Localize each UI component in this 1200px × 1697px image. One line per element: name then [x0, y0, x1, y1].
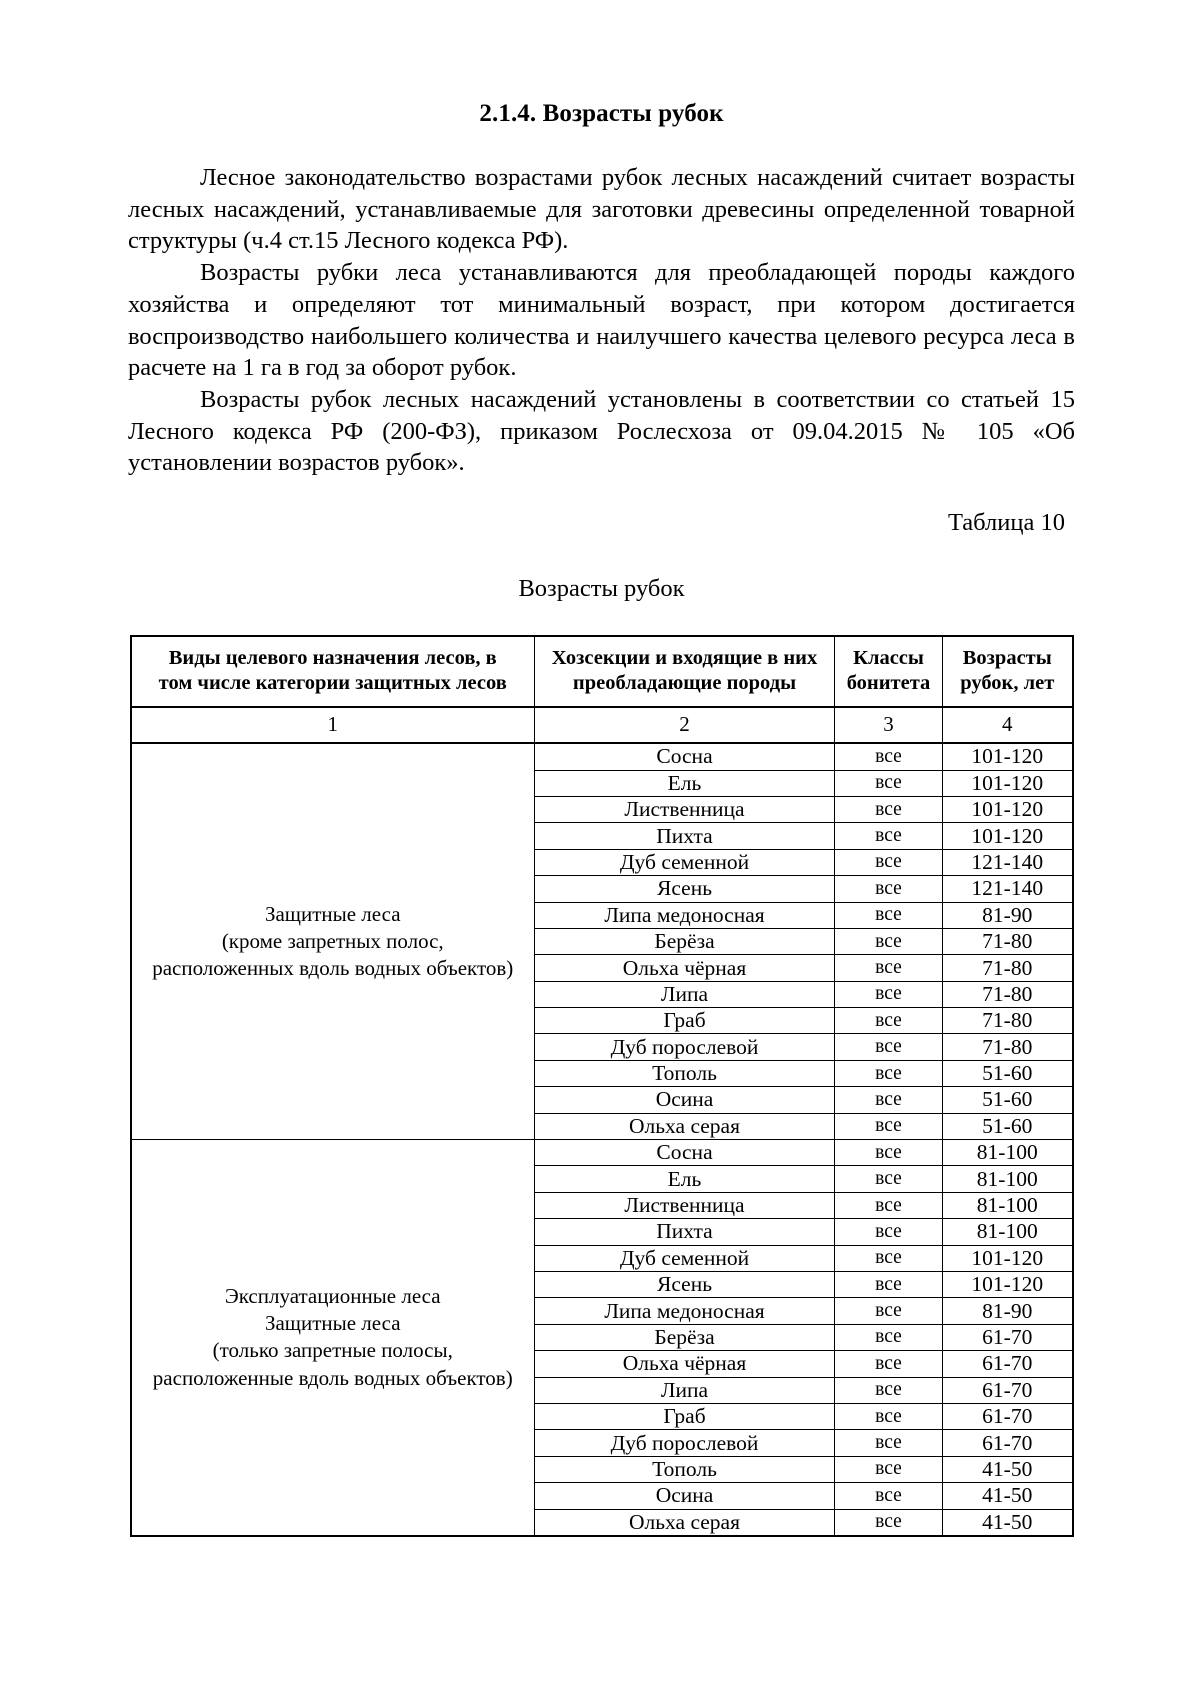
header-cell-species [535, 636, 835, 707]
table-row [131, 743, 1073, 770]
felling-age-cell: 101-120 [943, 796, 1073, 822]
species-cell: Дуб порослевой [535, 1034, 835, 1060]
bonitet-class-cell: все [835, 743, 943, 770]
bonitet-class-cell: все [835, 1377, 943, 1403]
column-number-3: 3 [835, 707, 943, 743]
bonitet-class-cell: все [835, 955, 943, 981]
species-cell: Осина [535, 1087, 835, 1113]
species-cell: Ольха серая [535, 1113, 835, 1139]
column-number-1: 1 [131, 707, 535, 743]
species-cell: Пихта [535, 1219, 835, 1245]
column-number-4: 4 [943, 707, 1073, 743]
species-cell: Ольха серая [535, 1509, 835, 1536]
felling-age-cell: 71-80 [943, 928, 1073, 954]
felling-age-cell: 61-70 [943, 1403, 1073, 1429]
felling-age-cell: 61-70 [943, 1377, 1073, 1403]
forest-category-line: Защитные леса [264, 901, 401, 926]
bonitet-class-cell: все [835, 1192, 943, 1218]
column-number-row [131, 707, 1073, 743]
species-cell: Сосна [535, 743, 835, 770]
felling-age-cell: 71-80 [943, 1034, 1073, 1060]
species-cell: Пихта [535, 823, 835, 849]
species-cell: Липа [535, 1377, 835, 1403]
table-caption: Возрасты рубок [518, 575, 685, 603]
bonitet-class-cell: все [835, 1140, 943, 1166]
column-number-2: 2 [535, 707, 835, 743]
bonitet-class-cell: все [835, 1403, 943, 1429]
felling-age-cell: 121-140 [943, 849, 1073, 875]
bonitet-class-cell: все [835, 770, 943, 796]
species-cell: Берёза [535, 928, 835, 954]
forest-category-line: (кроме запретных полос, [221, 928, 444, 953]
species-cell: Граб [535, 1403, 835, 1429]
header-purpose-line1: Виды целевого назначения лесов, в [168, 647, 497, 670]
species-cell: Дуб семенной [535, 849, 835, 875]
header-species-line1: Хозсекции и входящие в них [551, 647, 818, 670]
paragraph-2: Возрасты рубки леса устанавливаются для преобладающей породы каждого хозяйства и определяют тот минимальный возраст, при котором достигается воспроизводство наибольшего количества и наилучшего качества целевого ресурса леса в расчете на 1 га в год за оборот рубок. [128, 259, 1075, 382]
species-cell: Ольха чёрная [535, 1351, 835, 1377]
header-cell-purpose [131, 636, 535, 707]
forest-category-line: расположенных вдоль водных объектов) [152, 956, 514, 981]
forest-category-line: расположенные вдоль водных объектов) [152, 1365, 513, 1390]
species-cell: Тополь [535, 1060, 835, 1086]
bonitet-class-cell: все [835, 1087, 943, 1113]
ages-of-felling-table [130, 635, 1074, 1537]
felling-age-cell: 51-60 [943, 1060, 1073, 1086]
header-cell-bonitet [835, 636, 943, 707]
bonitet-class-cell: все [835, 1008, 943, 1034]
bonitet-class-cell: все [835, 1430, 943, 1456]
bonitet-class-cell: все [835, 849, 943, 875]
species-cell: Лиственница [535, 796, 835, 822]
forest-category-line: Эксплуатационные леса [224, 1283, 441, 1308]
felling-age-cell: 101-120 [943, 770, 1073, 796]
felling-age-cell: 51-60 [943, 1113, 1073, 1139]
felling-age-cell: 71-80 [943, 955, 1073, 981]
felling-age-cell: 81-100 [943, 1140, 1073, 1166]
bonitet-class-cell: все [835, 1324, 943, 1350]
forest-category-line: Защитные леса [264, 1311, 401, 1336]
felling-age-cell: 81-100 [943, 1166, 1073, 1192]
felling-age-cell: 81-100 [943, 1192, 1073, 1218]
felling-age-cell: 101-120 [943, 1245, 1073, 1271]
bonitet-class-cell: все [835, 1483, 943, 1509]
header-cell-age [943, 636, 1073, 707]
felling-age-cell: 81-90 [943, 902, 1073, 928]
bonitet-class-cell: все [835, 1245, 943, 1271]
species-cell: Ель [535, 1166, 835, 1192]
felling-age-cell: 41-50 [943, 1483, 1073, 1509]
bonitet-class-cell: все [835, 1351, 943, 1377]
bonitet-class-cell: все [835, 823, 943, 849]
species-cell: Липа медоносная [535, 902, 835, 928]
bonitet-class-cell: все [835, 1219, 943, 1245]
forest-category-line: (только запретные полосы, [212, 1338, 453, 1363]
bonitet-class-cell: все [835, 796, 943, 822]
forest-category-cell [131, 743, 535, 1139]
paragraph-1: Лесное законодательство возрастами рубок лесных насаждений считает возрасты лесных насаждений, устанавливаемые для заготовки древесины определенной товарной структуры (ч.4 ст.15 Лесного кодекса РФ). [128, 164, 1075, 255]
table-body [131, 707, 1073, 1536]
table-header [131, 636, 1073, 707]
bonitet-class-cell: все [835, 902, 943, 928]
species-cell: Сосна [535, 1140, 835, 1166]
felling-age-cell: 101-120 [943, 823, 1073, 849]
bonitet-class-cell: все [835, 1509, 943, 1536]
page-title: 2.1.4. Возрасты рубок [479, 100, 724, 127]
bonitet-class-cell: все [835, 1298, 943, 1324]
table-number-label: Таблица 10 [947, 509, 1065, 537]
bonitet-class-cell: все [835, 1113, 943, 1139]
header-species-line2: преобладающие породы [572, 672, 797, 695]
header-age-line1: Возрасты [962, 647, 1052, 670]
felling-age-cell: 61-70 [943, 1351, 1073, 1377]
header-purpose-line2: том числе категории защитных лесов [158, 672, 507, 695]
species-cell: Липа медоносная [535, 1298, 835, 1324]
species-cell: Ясень [535, 1272, 835, 1298]
species-cell: Ольха чёрная [535, 955, 835, 981]
felling-age-cell: 101-120 [943, 743, 1073, 770]
species-cell: Берёза [535, 1324, 835, 1350]
felling-age-cell: 41-50 [943, 1509, 1073, 1536]
paragraph-3: Возрасты рубок лесных насаждений установлены в соответствии со статьей 15 Лесного кодекса РФ (200-ФЗ), приказом Рослесхоза от 09.04.2015 № 105 «Об установлении возрастов рубок». [128, 386, 1075, 477]
felling-age-cell: 51-60 [943, 1087, 1073, 1113]
felling-age-cell: 101-120 [943, 1272, 1073, 1298]
species-cell: Осина [535, 1483, 835, 1509]
felling-age-cell: 61-70 [943, 1430, 1073, 1456]
felling-age-cell: 81-100 [943, 1219, 1073, 1245]
felling-age-cell: 61-70 [943, 1324, 1073, 1350]
bonitet-class-cell: все [835, 1060, 943, 1086]
species-cell: Ясень [535, 876, 835, 902]
felling-age-cell: 121-140 [943, 876, 1073, 902]
felling-age-cell: 41-50 [943, 1456, 1073, 1482]
species-cell: Лиственница [535, 1192, 835, 1218]
forest-category-cell [131, 1140, 535, 1536]
header-bonitet-line2: бонитета [846, 672, 931, 695]
bonitet-class-cell: все [835, 981, 943, 1007]
header-bonitet-line1: Классы [853, 647, 924, 670]
species-cell: Липа [535, 981, 835, 1007]
table-header-row [131, 636, 1073, 707]
header-age-line2: рубок, лет [960, 672, 1055, 695]
species-cell: Граб [535, 1008, 835, 1034]
species-cell: Дуб порослевой [535, 1430, 835, 1456]
felling-age-cell: 71-80 [943, 981, 1073, 1007]
table-row [131, 1140, 1073, 1166]
bonitet-class-cell: все [835, 1272, 943, 1298]
species-cell: Ель [535, 770, 835, 796]
species-cell: Дуб семенной [535, 1245, 835, 1271]
bonitet-class-cell: все [835, 928, 943, 954]
felling-age-cell: 71-80 [943, 1008, 1073, 1034]
bonitet-class-cell: все [835, 1456, 943, 1482]
species-cell: Тополь [535, 1456, 835, 1482]
bonitet-class-cell: все [835, 876, 943, 902]
felling-age-cell: 81-90 [943, 1298, 1073, 1324]
bonitet-class-cell: все [835, 1166, 943, 1192]
bonitet-class-cell: все [835, 1034, 943, 1060]
